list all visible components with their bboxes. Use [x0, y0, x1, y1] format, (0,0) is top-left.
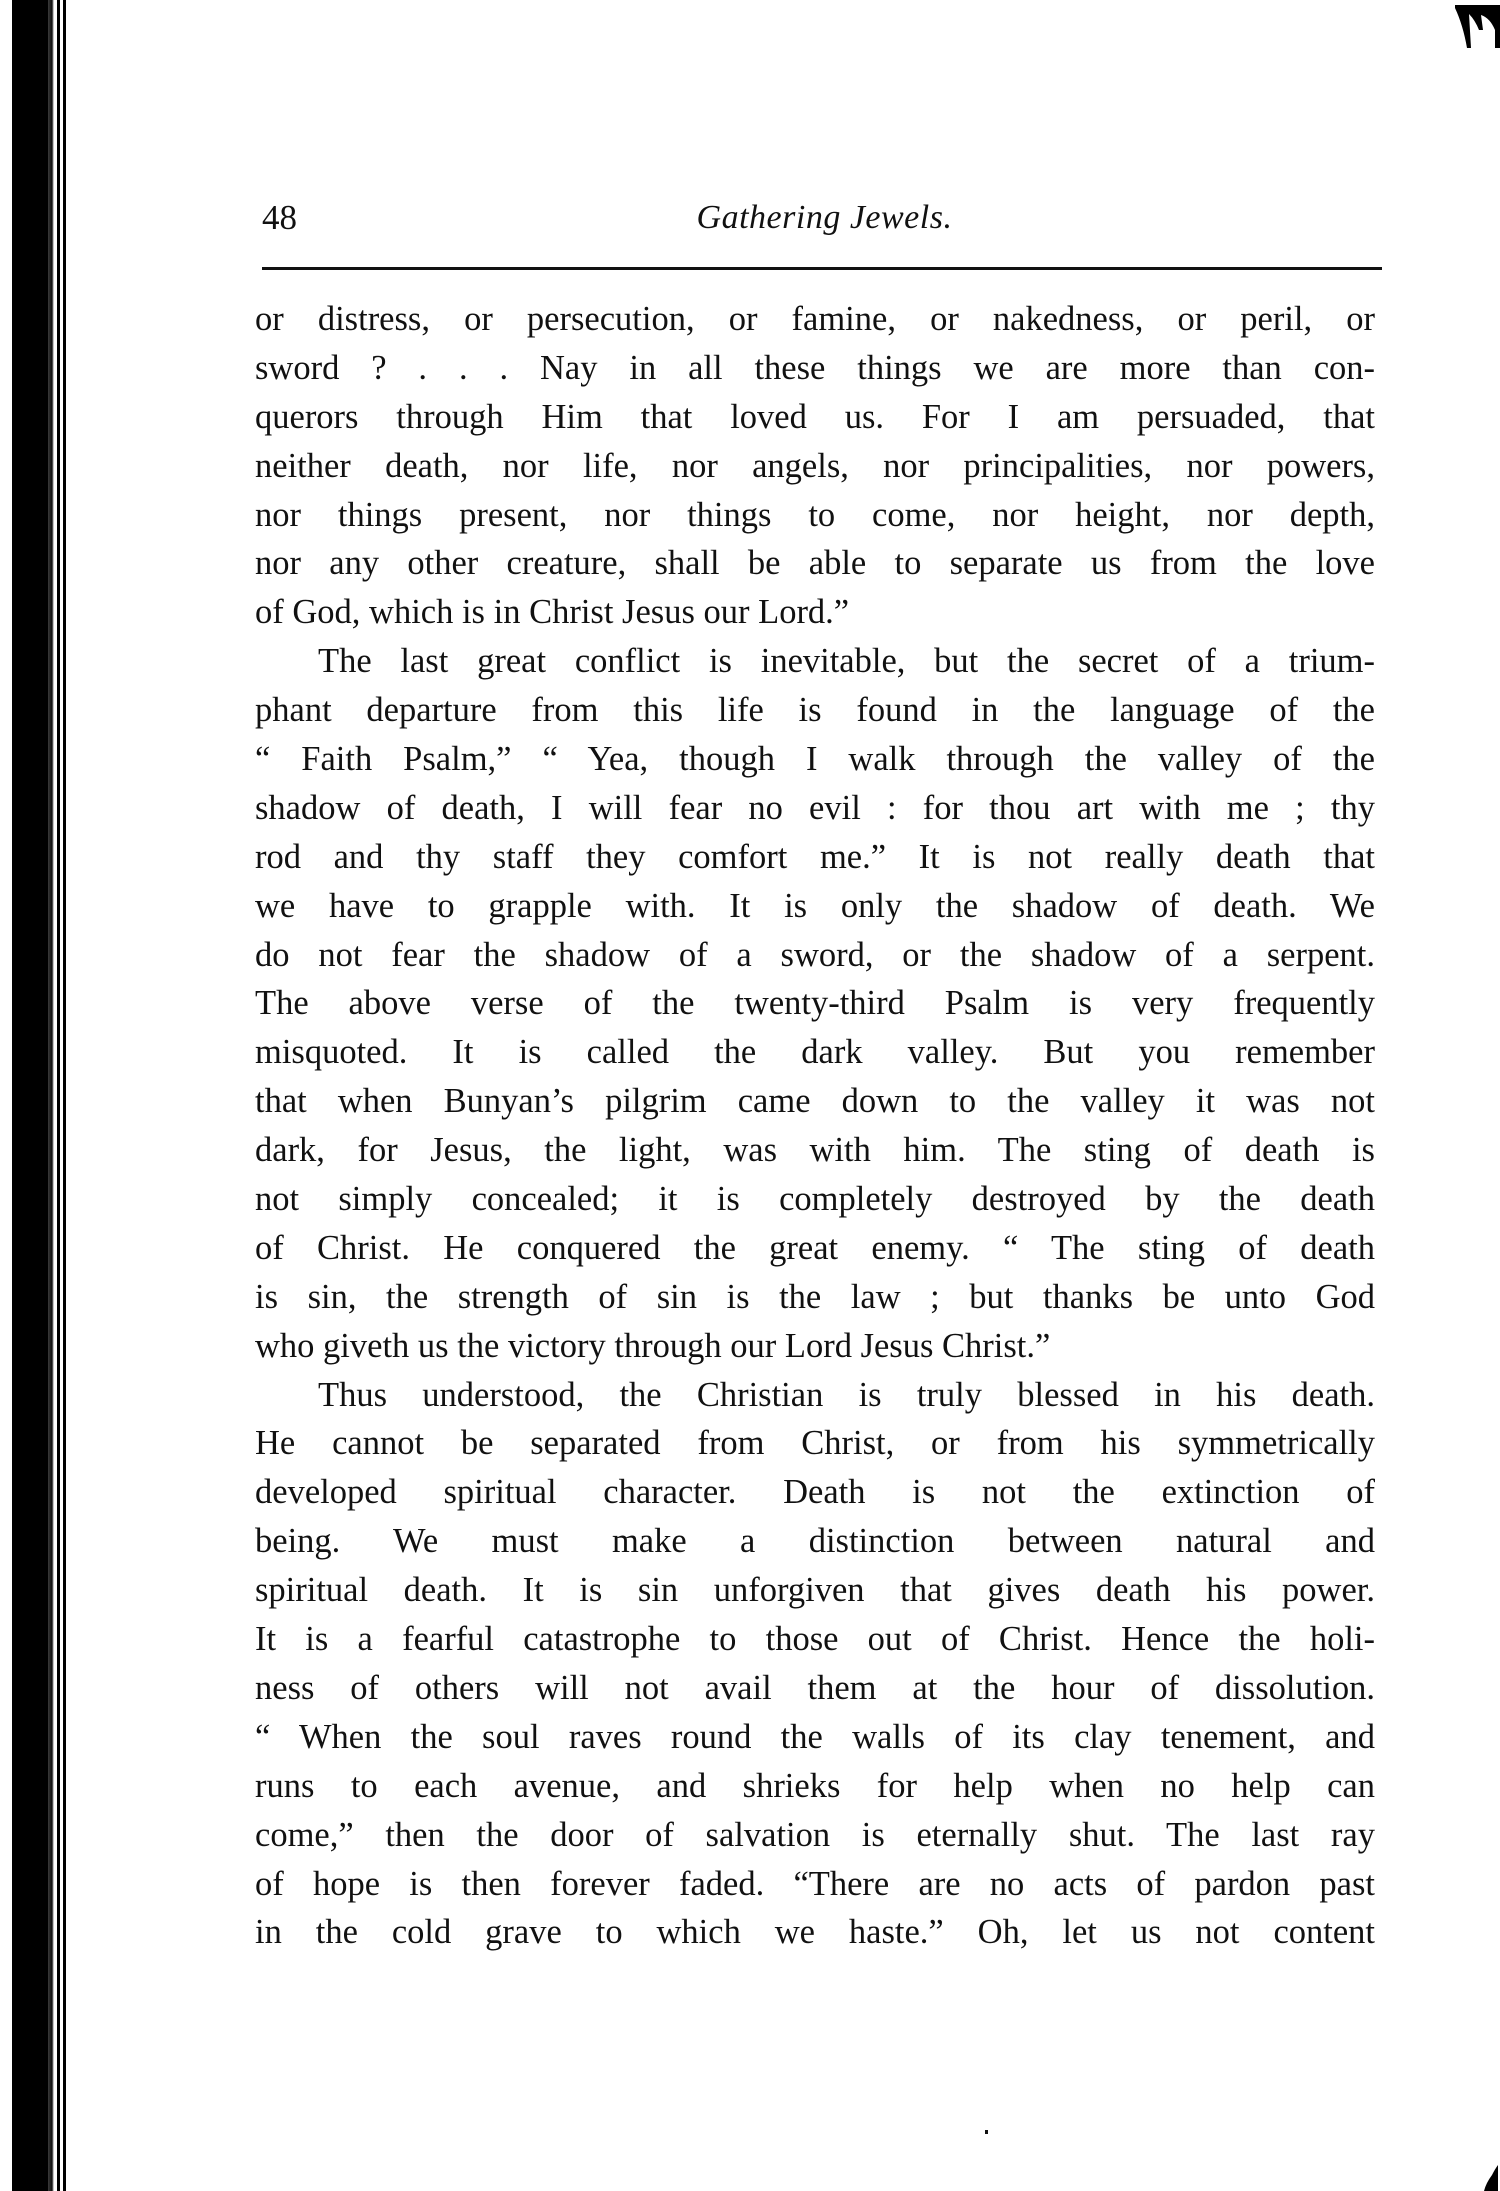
text-line: misquoted. It is called the dark valley. But you remember — [255, 1033, 1375, 1072]
text-line: or distress, or persecution, or famine, or nakedness, or peril, or — [255, 300, 1375, 338]
text-line: It is a fearful catastrophe to those out of Christ. Hence the holi- — [255, 1620, 1375, 1659]
paragraph — [255, 1371, 1375, 1958]
text-line: The above verse of the twenty-third Psalm is very frequently — [255, 984, 1375, 1023]
text-line: that when Bunyan’s pilgrim came down to the valley it was not — [255, 1082, 1375, 1121]
text-line: do not fear the shadow of a sword, or the shadow of a serpent. — [255, 935, 1375, 974]
text-line: come,” then the door of salvation is eternally shut. The last ray — [255, 1815, 1375, 1854]
header-rule — [262, 267, 1382, 270]
text-line: rod and thy staff they comfort me.” It is not really death that — [255, 837, 1375, 876]
corner-artifact-icon — [1484, 2165, 1500, 2191]
text-line: “ Faith Psalm,” “ Yea, though I walk through the valley of the — [255, 740, 1375, 779]
text-line: developed spiritual character. Death is not the extinction of — [255, 1473, 1375, 1512]
text-line: “ When the soul raves round the walls of its clay tenement, and — [255, 1717, 1375, 1756]
page-header — [262, 195, 1387, 245]
text-line: being. We must make a distinction between natural and — [255, 1522, 1375, 1561]
text-line: nor things present, nor things to come, nor height, nor depth, — [255, 495, 1375, 534]
corner-artifact-icon — [1455, 0, 1500, 50]
text-line: neither death, nor life, nor angels, nor principalities, nor powers, — [255, 446, 1375, 485]
text-line: of Christ. He conquered the great enemy. “ The sting of death — [255, 1228, 1375, 1267]
text-line: sword ? . . . Nay in all these things we are more than con- — [255, 348, 1375, 387]
text-line: ness of others will not avail them at the hour of dissolution. — [255, 1668, 1375, 1707]
text-line: phant departure from this life is found in the language of the — [255, 691, 1375, 730]
book-binding-edge — [0, 0, 68, 2191]
scan-corner-mark-bottom — [1484, 2165, 1500, 2191]
text-line: runs to each avenue, and shrieks for help when no help can — [255, 1766, 1375, 1805]
page-number: 48 — [262, 198, 297, 237]
text-line: nor any other creature, shall be able to separate us from the love — [255, 544, 1375, 583]
paragraph — [255, 295, 1375, 637]
text-line: shadow of death, I will fear no evil : for thou art with me ; thy — [255, 788, 1375, 827]
text-line: querors through Him that loved us. For I am persuaded, that — [255, 397, 1375, 436]
text-line: The last great conflict is inevitable, but the secret of a trium- — [318, 642, 1375, 681]
body-text — [255, 295, 1375, 1957]
text-line: Thus understood, the Christian is truly blessed in his death. — [318, 1375, 1375, 1414]
print-speck — [985, 2130, 988, 2134]
text-line: in the cold grave to which we haste.” Oh, let us not content — [255, 1913, 1375, 1952]
text-line: of God, which is in Christ Jesus our Lord.” — [255, 593, 850, 632]
text-line: of hope is then forever faded. “There are no acts of pardon past — [255, 1864, 1375, 1903]
text-line: spiritual death. It is sin unforgiven that gives death his power. — [255, 1571, 1375, 1610]
text-line: not simply concealed; it is completely destroyed by the death — [255, 1180, 1375, 1219]
text-line: we have to grapple with. It is only the shadow of death. We — [255, 886, 1375, 925]
text-line: is sin, the strength of sin is the law ; but thanks be unto God — [255, 1277, 1375, 1316]
text-line: who giveth us the victory through our Lord Jesus Christ.” — [255, 1326, 1051, 1365]
paragraph — [255, 637, 1375, 1370]
text-line: dark, for Jesus, the light, was with him. The sting of death is — [255, 1131, 1375, 1170]
text-line: He cannot be separated from Christ, or from his symmetrically — [255, 1424, 1375, 1463]
running-title: Gathering Jewels. — [696, 199, 953, 236]
